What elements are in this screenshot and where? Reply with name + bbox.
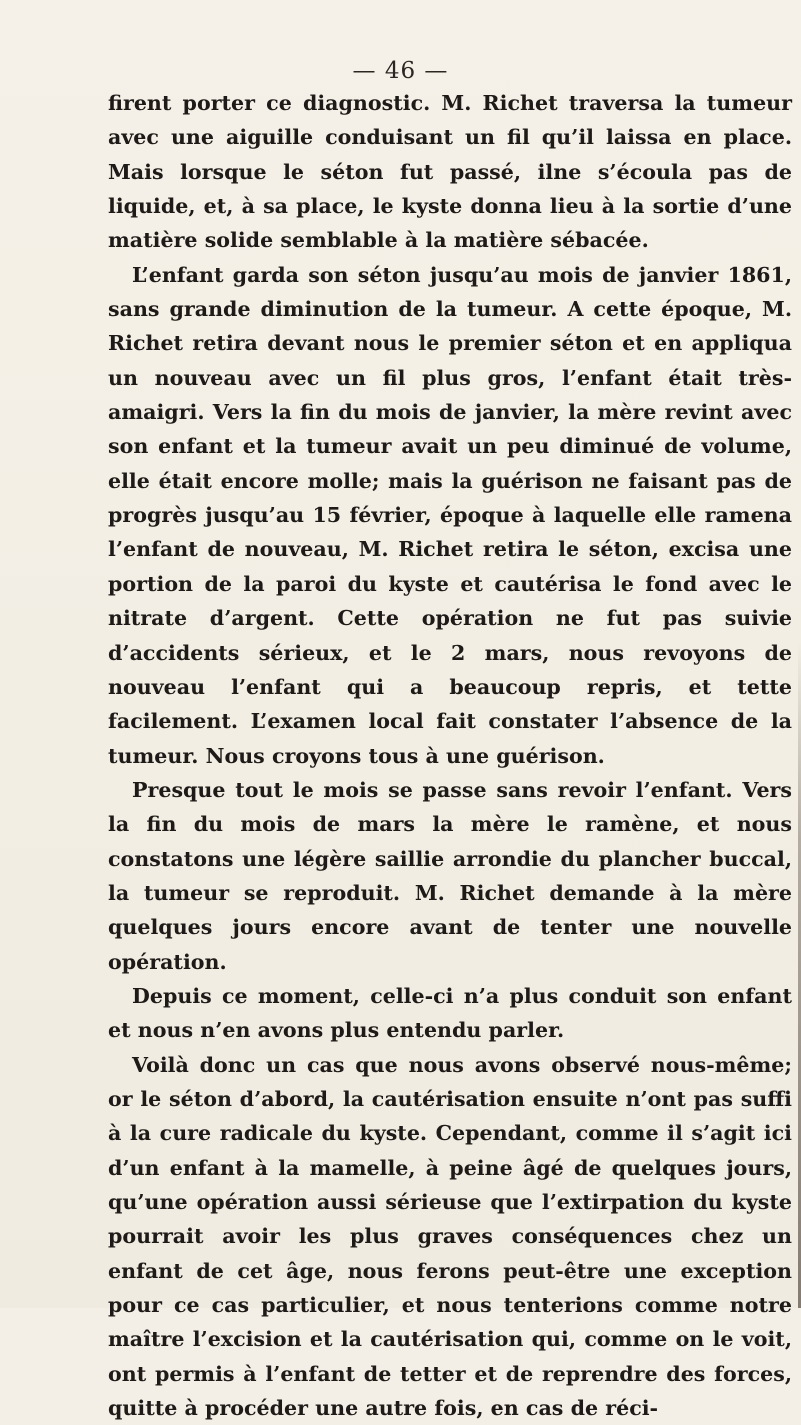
body-text bbox=[108, 86, 792, 1425]
paragraph-3: Presque tout le mois se passe sans revoir l’enfant. Vers la fin du mois de mars la mère le ramène, et nous constatons une légère saillie arrondie du plancher buccal, la tumeur se reproduit. M. Richet demande à la mère quelques jours encore avant de tenter une nouvelle opération. bbox=[108, 777, 792, 974]
paragraph-4: Depuis ce moment, celle-ci n’a plus conduit son enfant et nous n’en avons plus entendu parler. bbox=[108, 983, 792, 1043]
paragraph-1: firent porter ce diagnostic. M. Richet traversa la tumeur avec une aiguille conduisant un fil qu’il laissa en place. Mais lorsque le séton fut passé, ilne s’écoula pas de liquide, et, à sa place, le kyste donna lieu à la sortie d’une matière solide semblable à la matière sébacée. bbox=[108, 91, 792, 253]
paragraph-5: Voilà donc un cas que nous avons observé nous-même; or le séton d’abord, la cautérisation ensuite n’ont pas suffi à la cure radicale du kyste. Cependant, comme il s’agit ici d’un enfant à la mamelle, à peine âgé de quelques jours, qu’une opération aussi sérieuse que l’extirpation du kyste pourrait avoir les plus graves conséquences chez un enfant de cet âge, nous ferons peut-être une exception pour ce cas particulier, et nous tenterions comme notre maître l’excision et la cautérisation qui, comme on le voit, ont permis à l’enfant de tetter et de reprendre des forces, quitte à procéder une autre fois, en cas de réci- bbox=[108, 1052, 792, 1421]
page-number: — 46 — bbox=[352, 58, 449, 84]
paragraph-2: L’enfant garda son séton jusqu’au mois de janvier 1861, sans grande diminution de la tumeur. A cette époque, M. Richet retira devant nous le premier séton et en appliqua un nouveau avec un fil plus gros, l’enfant était très-amaigri. Vers la fin du mois de janvier, la mère revint avec son enfant et la tumeur avait un peu diminué de volume, elle était encore molle; mais la guérison ne faisant pas de progrès jusqu’au 15 février, époque à laquelle elle ramena l’enfant de nouveau, M. Richet retira le séton, excisa une portion de la paroi du kyste et cautérisa le fond avec le nitrate d’argent. Cette opération ne fut pas suivie d’accidents sérieux, et le 2 mars, nous revoyons de nouveau l’enfant qui a beaucoup repris, et tette facilement. L’examen local fait constater l’absence de la tumeur. Nous croyons tous à une guérison. bbox=[108, 262, 792, 768]
